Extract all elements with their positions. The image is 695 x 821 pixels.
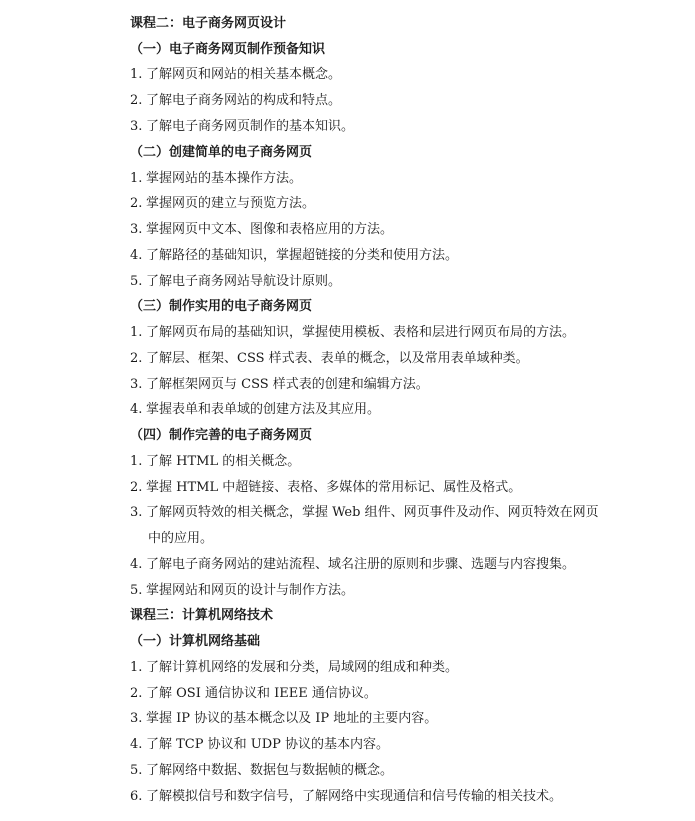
item-text: 掌握 HTML 中超链接、表格、多媒体的常用标记、属性及格式。 bbox=[146, 480, 522, 495]
item-text: 掌握网站的基本操作方法。 bbox=[146, 171, 303, 186]
item-number: 2. bbox=[130, 93, 143, 108]
list-item bbox=[130, 195, 600, 213]
item-number: 1. bbox=[130, 660, 143, 675]
item-text: 了解 HTML 的相关概念。 bbox=[146, 454, 301, 469]
item-text: 掌握 IP 协议的基本概念以及 IP 地址的主要内容。 bbox=[146, 711, 438, 726]
item-number: 4. bbox=[130, 737, 143, 752]
list-item bbox=[130, 221, 600, 239]
list-item bbox=[130, 788, 600, 806]
list-item bbox=[130, 118, 600, 136]
item-number: 1. bbox=[130, 171, 143, 186]
item-number: 4. bbox=[130, 402, 143, 417]
list-item bbox=[130, 710, 600, 728]
list-item bbox=[130, 556, 600, 574]
section-heading: （四）制作完善的电子商务网页 bbox=[130, 428, 313, 443]
item-continuation: 中的应用。 bbox=[148, 531, 214, 546]
section-heading: （二）创建简单的电子商务网页 bbox=[130, 145, 313, 160]
item-text: 了解层、框架、CSS 样式表、表单的概念，以及常用表单域种类。 bbox=[146, 351, 529, 366]
list-item bbox=[130, 273, 600, 291]
item-text: 了解电子商务网站的构成和特点。 bbox=[146, 93, 342, 108]
item-number: 2. bbox=[130, 686, 143, 701]
item-number: 3. bbox=[130, 119, 143, 134]
item-number: 5. bbox=[130, 583, 143, 598]
item-number: 3. bbox=[130, 377, 143, 392]
list-item bbox=[130, 66, 600, 84]
item-text: 掌握网页中文本、图像和表格应用的方法。 bbox=[146, 222, 394, 237]
item-text: 了解计算机网络的发展和分类，局域网的组成和种类。 bbox=[146, 660, 459, 675]
list-item bbox=[130, 582, 600, 600]
section-heading: （一）计算机网络基础 bbox=[130, 634, 261, 649]
item-number: 3. bbox=[130, 505, 143, 520]
list-item bbox=[130, 247, 600, 265]
item-text: 掌握网页的建立与预览方法。 bbox=[146, 196, 316, 211]
item-number: 1. bbox=[130, 454, 143, 469]
list-item bbox=[130, 685, 600, 703]
section-heading: （一）电子商务网页制作预备知识 bbox=[130, 42, 326, 57]
item-number: 3. bbox=[130, 222, 143, 237]
course3-title: 课程三：计算机网络技术 bbox=[130, 608, 274, 623]
item-text: 了解网页布局的基础知识，掌握使用模板、表格和层进行网页布局的方法。 bbox=[146, 325, 576, 340]
item-text: 了解网络中数据、数据包与数据帧的概念。 bbox=[146, 763, 394, 778]
course2-title: 课程二：电子商务网页设计 bbox=[130, 16, 287, 31]
list-item bbox=[130, 762, 600, 780]
list-item bbox=[130, 736, 600, 754]
item-number: 2. bbox=[130, 196, 143, 211]
item-number: 1. bbox=[130, 67, 143, 82]
list-item bbox=[130, 170, 600, 188]
item-number: 5. bbox=[130, 763, 143, 778]
list-item bbox=[130, 324, 600, 342]
list-item bbox=[130, 92, 600, 110]
item-number: 1. bbox=[130, 325, 143, 340]
list-item bbox=[130, 659, 600, 677]
list-item bbox=[130, 504, 600, 522]
item-text: 了解网页和网站的相关基本概念。 bbox=[146, 67, 342, 82]
item-number: 2. bbox=[130, 480, 143, 495]
item-text: 了解电子商务网页制作的基本知识。 bbox=[146, 119, 355, 134]
item-text: 了解网页特效的相关概念，掌握 Web 组件、网页事件及动作、网页特效在网页 bbox=[146, 505, 599, 520]
list-item bbox=[130, 479, 600, 497]
section-heading: （三）制作实用的电子商务网页 bbox=[130, 299, 313, 314]
item-text: 了解模拟信号和数字信号，了解网络中实现通信和信号传输的相关技术。 bbox=[146, 789, 563, 804]
list-item bbox=[130, 401, 600, 419]
item-text: 了解 OSI 通信协议和 IEEE 通信协议。 bbox=[146, 686, 377, 701]
item-number: 6. bbox=[130, 789, 143, 804]
item-text: 了解路径的基础知识，掌握超链接的分类和使用方法。 bbox=[146, 248, 459, 263]
item-number: 4. bbox=[130, 557, 143, 572]
item-number: 5. bbox=[130, 274, 143, 289]
item-number: 3. bbox=[130, 711, 143, 726]
list-item bbox=[130, 453, 600, 471]
list-item bbox=[130, 376, 600, 394]
item-text: 掌握网站和网页的设计与制作方法。 bbox=[146, 583, 355, 598]
item-text: 了解 TCP 协议和 UDP 协议的基本内容。 bbox=[146, 737, 390, 752]
item-number: 2. bbox=[130, 351, 143, 366]
list-item bbox=[130, 350, 600, 368]
item-text: 了解电子商务网站的建站流程、域名注册的原则和步骤、选题与内容搜集。 bbox=[146, 557, 576, 572]
item-text: 了解电子商务网站导航设计原则。 bbox=[146, 274, 342, 289]
item-number: 4. bbox=[130, 248, 143, 263]
item-text: 了解框架网页与 CSS 样式表的创建和编辑方法。 bbox=[146, 377, 429, 392]
item-text: 掌握表单和表单域的创建方法及其应用。 bbox=[146, 402, 381, 417]
